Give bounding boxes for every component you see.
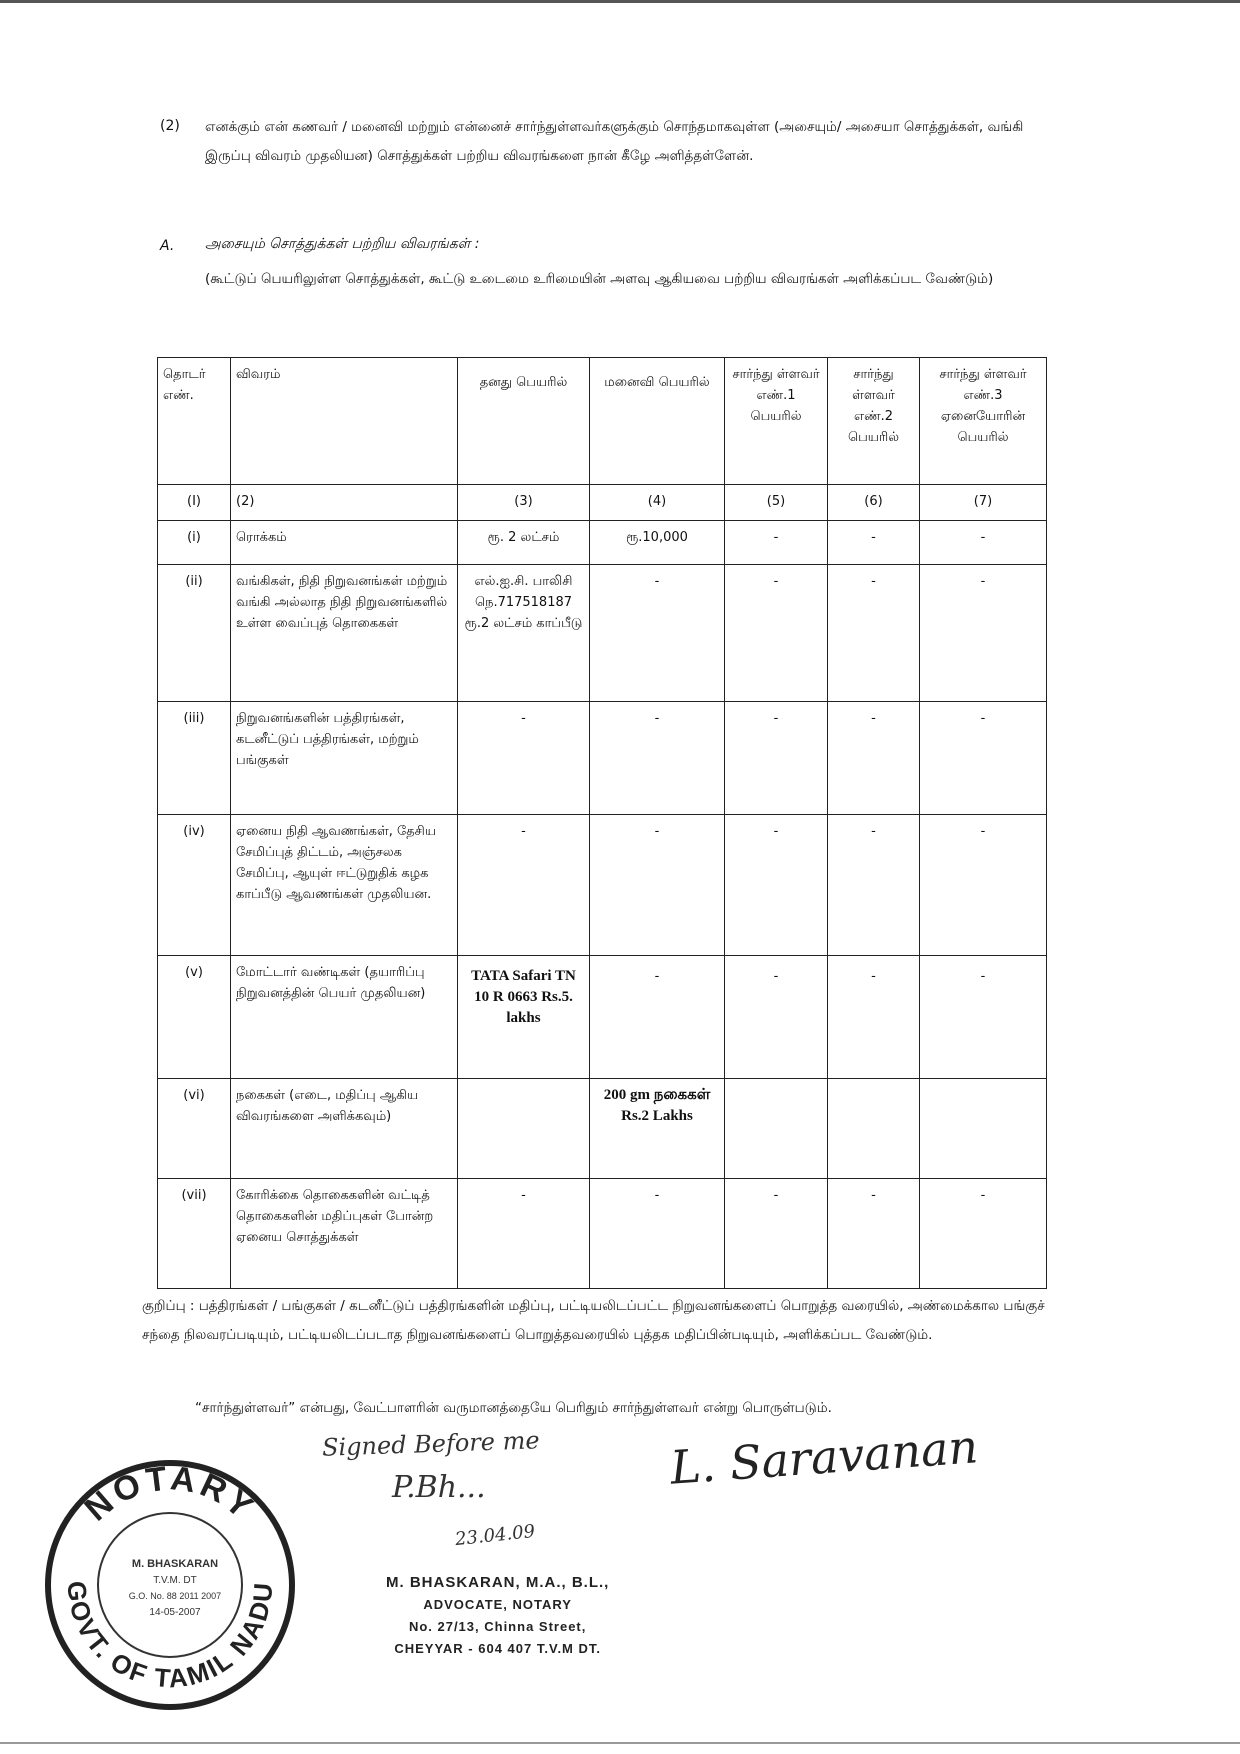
cell-dep3: - [920, 520, 1047, 564]
notary-city: CHEYYAR - 604 407 T.V.M DT. [394, 1641, 601, 1656]
section-title: அசையும் சொத்துக்கள் பற்றிய விவரங்கள் : [205, 236, 480, 252]
cell-dep3: - [920, 564, 1047, 702]
cell-dep2: - [828, 520, 920, 564]
cell-spouse: 200 gm நகைகள் Rs.2 Lakhs [590, 1079, 725, 1179]
cell-dep1: - [725, 815, 828, 956]
seal-top-text: NOTARY [77, 1459, 263, 1529]
cell-dep1: - [725, 520, 828, 564]
seal-bottom-text: GOVT. OF TAMIL NADU [61, 1579, 279, 1694]
table-row [158, 564, 1047, 702]
cell-own: - [458, 702, 590, 815]
seal-name: M. BHASKARAN [131, 1558, 219, 1570]
row-serial: (v) [158, 956, 231, 1079]
cell-own: - [458, 1179, 590, 1289]
table-row [158, 956, 1047, 1079]
row-description: ரொக்கம் [231, 520, 458, 564]
paragraph-2: எனக்கும் என் கணவர் / மனைவி மற்றும் என்னைச் சார்ந்துள்ளவர்களுக்கும் சொந்தமாகவுள்ள (அசையும்/ அசையா சொத்துக்கள், வங்கி இருப்பு விவரம் முதலியன) சொத்துக்கள் பற்றிய விவரங்களை நான் கீழே அளித்தள்ளேன். [205, 119, 1024, 164]
cell-dep2 [828, 1079, 920, 1179]
col-number: (2) [231, 485, 458, 520]
movable-assets-table [157, 357, 1047, 1289]
row-serial: (vii) [158, 1179, 231, 1289]
table-row [158, 702, 1047, 815]
svg-text:NOTARY [77, 1459, 262, 1528]
cell-dep3 [920, 1079, 1047, 1179]
cell-dep2: - [828, 702, 920, 815]
cell-own: எல்.ஐ.சி. பாலிசி நெ.717518187 ரூ.2 லட்சம் காப்பீடு [458, 564, 590, 702]
row-description: வங்கிகள், நிதி நிறுவனங்கள் மற்றும் வங்கி அல்லாத நிதி நிறுவனங்களில் உள்ள வைப்புத் தொகைகள் [231, 564, 458, 702]
table-header-row [158, 358, 1047, 485]
cell-dep3: - [920, 956, 1047, 1079]
cell-dep3: - [920, 815, 1047, 956]
row-serial: (iv) [158, 815, 231, 956]
row-serial: (iii) [158, 702, 231, 815]
cell-spouse: - [590, 956, 725, 1079]
seal-reg: G.O. No. 88 2011 2007 [128, 1591, 222, 1601]
col-number: (I) [158, 485, 231, 520]
notary-name: M. BHASKARAN, M.A., B.L., [386, 1574, 610, 1591]
section-subtitle: (கூட்டுப் பெயரிலுள்ள சொத்துக்கள், கூட்டு உடைமை உரிமையின் அளவு ஆகியவை பற்றிய விவரங்கள் அளிக்கப்பட வேண்டும்) [205, 271, 994, 287]
row-serial: (ii) [158, 564, 231, 702]
header-dependent-2: சார்ந்து ள்ளவர் எண்.2 பெயரில் [828, 358, 920, 485]
cell-own: - [458, 815, 590, 956]
table-row [158, 1179, 1047, 1289]
bottom-scan-edge [0, 1742, 1240, 1744]
notary-address-stamp [386, 1572, 609, 1660]
header-dependent-3: சார்ந்து ள்ளவர் எண்.3 ஏனையோரின் பெயரில் [920, 358, 1047, 485]
cell-dep2: - [828, 1179, 920, 1289]
cell-own [458, 1079, 590, 1179]
table-row [158, 815, 1047, 956]
col-number: (7) [920, 485, 1047, 520]
seal-date: 14-05-2007 [149, 1607, 201, 1618]
notary-street: No. 27/13, Chinna Street, [408, 1619, 587, 1634]
header-dependent-1: சார்ந்து ள்ளவர் எண்.1 பெயரில் [725, 358, 828, 485]
cell-dep1: - [725, 564, 828, 702]
col-number: (4) [590, 485, 725, 520]
row-description: கோரிக்கை தொகைகளின் வட்டித் தொகைகளின் மதிப்புகள் போன்ற ஏனைய சொத்துக்கள் [231, 1179, 458, 1289]
notary-initial-signature: P.Bh... [392, 1470, 486, 1505]
seal-place: T.V.M. DT [153, 1575, 197, 1586]
header-spouse-name: மனைவி பெயரில் [590, 358, 725, 485]
row-description: மோட்டார் வண்டிகள் (தயாரிப்பு நிறுவனத்தின் பெயர் முதலியன) [231, 956, 458, 1079]
cell-own: TATA Safari TN 10 R 0663 Rs.5. lakhs [458, 956, 590, 1079]
top-scan-edge [0, 0, 1240, 3]
cell-own: ரூ. 2 லட்சம் [458, 520, 590, 564]
definition-line: “சார்ந்துள்ளவர்” என்பது, வேட்பாளரின் வருமானத்தையே பெரிதும் சார்ந்துள்ளவர் என்று பொருள்படும். [195, 1400, 832, 1416]
row-description: நகைகள் (எடை, மதிப்பு ஆகிய விவரங்களை அளிக்கவும்) [231, 1079, 458, 1179]
col-number: (5) [725, 485, 828, 520]
cell-dep3: - [920, 702, 1047, 815]
header-serial: தொடர் எண். [158, 358, 231, 485]
table-row [158, 1079, 1047, 1179]
row-description: ஏனைய நிதி ஆவணங்கள், தேசிய சேமிப்புத் திட்டம், அஞ்சலக சேமிப்பு, ஆயுள் ஈட்டுறுதிக் கழக காப்பீடு ஆவணங்கள் முதலியன. [231, 815, 458, 956]
signed-before-handwriting: Signed Before me [321, 1426, 541, 1462]
col-number: (6) [828, 485, 920, 520]
section-label: A. [160, 238, 175, 254]
row-serial: (i) [158, 520, 231, 564]
cell-dep3: - [920, 1179, 1047, 1289]
cell-dep1 [725, 1079, 828, 1179]
para-number: (2) [160, 118, 180, 134]
cell-spouse: - [590, 815, 725, 956]
header-own-name: தனது பெயரில் [458, 358, 590, 485]
row-description: நிறுவனங்களின் பத்திரங்கள், கடனீட்டுப் பத்திரங்கள், மற்றும் பங்குகள் [231, 702, 458, 815]
cell-dep1: - [725, 702, 828, 815]
cell-spouse: - [590, 702, 725, 815]
cell-spouse: ரூ.10,000 [590, 520, 725, 564]
header-description: விவரம் [231, 358, 458, 485]
notary-title: ADVOCATE, NOTARY [423, 1597, 572, 1612]
signature-date: 23.04.09 [454, 1520, 537, 1551]
notary-seal-stamp [40, 1455, 300, 1715]
cell-dep2: - [828, 815, 920, 956]
cell-spouse: - [590, 564, 725, 702]
cell-dep2: - [828, 564, 920, 702]
cell-dep1: - [725, 956, 828, 1079]
column-number-row [158, 485, 1047, 520]
row-serial: (vi) [158, 1079, 231, 1179]
col-number: (3) [458, 485, 590, 520]
cell-dep2: - [828, 956, 920, 1079]
candidate-signature: L. Saravanan [668, 1419, 980, 1495]
note-paragraph: குறிப்பு : பத்திரங்கள் / பங்குகள் / கடனீட்டுப் பத்திரங்களின் மதிப்பு, பட்டியலிடப்பட்ட நிறுவனங்களைப் பொறுத்த வரையில், அண்மைக்கால பங்குச் சந்தை நிலவரப்படியும், பட்டியலிடப்படாத நிறுவனங்களைப் பொறுத்தவரையில் புத்தக மதிப்பின்படியும், அளிக்கப்பட வேண்டும். [142, 1298, 1045, 1343]
cell-dep1: - [725, 1179, 828, 1289]
cell-spouse: - [590, 1179, 725, 1289]
table-row [158, 520, 1047, 564]
